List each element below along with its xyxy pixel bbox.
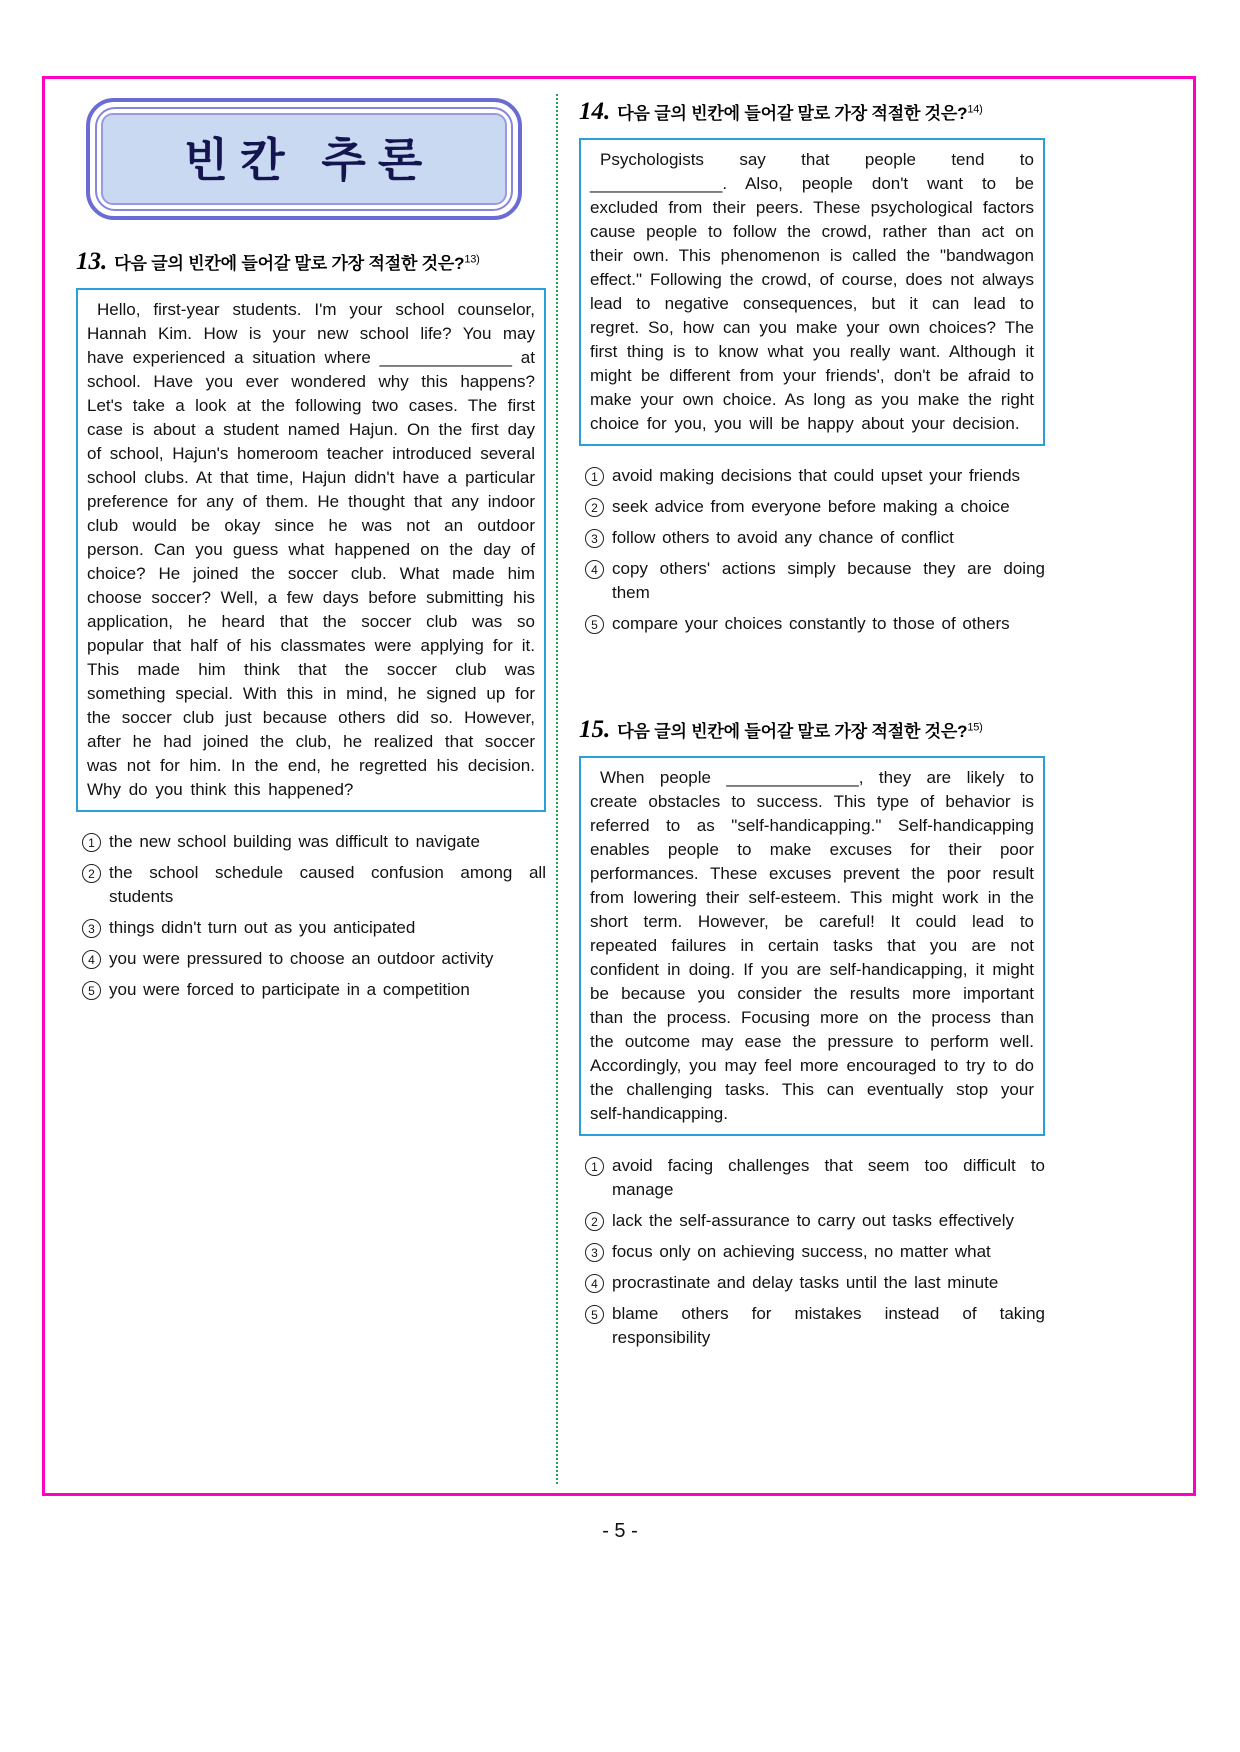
question-15-choices xyxy=(579,1154,1045,1350)
question-15-prompt-text: 다음 글의 빈칸에 들어갈 말로 가장 적절한 것은? xyxy=(617,722,968,741)
choice-number-icon: 5 xyxy=(82,981,101,1000)
choice-text: the new school building was difficult to navigate xyxy=(109,832,480,851)
question-13 xyxy=(76,248,546,1002)
choice-number-icon: 3 xyxy=(82,919,101,938)
choice-option xyxy=(585,612,1045,636)
question-13-prompt-text: 다음 글의 빈칸에 들어갈 말로 가장 적절한 것은? xyxy=(114,254,465,273)
choice-text: you were forced to participate in a competition xyxy=(109,980,470,999)
question-14 xyxy=(579,98,1045,636)
section-title: 빈칸 추론 xyxy=(101,113,507,205)
choice-number-icon: 4 xyxy=(585,560,604,579)
question-15-header xyxy=(579,716,1045,744)
question-14-prompt xyxy=(617,99,982,124)
choice-text: compare your choices constantly to those of others xyxy=(612,614,1010,633)
choice-number-icon: 2 xyxy=(585,498,604,517)
choice-number-icon: 2 xyxy=(82,864,101,883)
choice-text: avoid facing challenges that seem too difficult to manage xyxy=(612,1156,1045,1199)
question-14-passage: Psychologists say that people tend to ______________. Also, people don't want to be excluded from their peers. These psychological factors cause people to follow the crowd, rather than act on their own. This phenomenon is called the "bandwagon effect." Following the crowd, of course, does not always lead to negative consequences, but it can lead to regret. So, how can you make your own choices? The first thing is to know what you really want. Although it might be different from your friends', don't be afraid to make your own choice. As long as you make the right choice for you, you will be happy about your decision. xyxy=(579,138,1045,446)
choice-text: the school schedule caused confusion among all students xyxy=(109,863,546,906)
question-14-number: 14. xyxy=(579,98,611,125)
question-13-passage: Hello, first-year students. I'm your school counselor, Hannah Kim. How is your new school life? You may have experienced a situation where ______________ at school. Have you ever wondered why this happens? Let's take a look at the following two cases. The first case is about a student named Hajun. On the first day of school, Hajun's homeroom teacher introduced several school clubs. At that time, Hajun didn't have a particular preference for any of them. He thought that any indoor club would be okay since he was not an outdoor person. Can you guess what happened on the day of choice? He joined the soccer club. What made him choose soccer? Well, a few days before submitting his application, he heard that the soccer club was so popular that half of his classmates were applying for it. This made him think that the soccer club was something special. With this in mind, he signed up for the soccer club just because others did so. However, after he had joined the club, he realized that soccer was not for him. In the end, he regretted his decision. Why do you think this happened? xyxy=(76,288,546,812)
choice-text: blame others for mistakes instead of taking responsibility xyxy=(612,1304,1045,1347)
choice-number-icon: 4 xyxy=(585,1274,604,1293)
choice-option xyxy=(585,495,1045,519)
choice-text: follow others to avoid any chance of conflict xyxy=(612,528,954,547)
choice-number-icon: 1 xyxy=(585,467,604,486)
question-14-header xyxy=(579,98,1045,126)
choice-text: you were pressured to choose an outdoor activity xyxy=(109,949,494,968)
choice-option xyxy=(585,464,1045,488)
choice-number-icon: 1 xyxy=(82,833,101,852)
choice-option xyxy=(585,1240,1045,1264)
choice-option xyxy=(585,1271,1045,1295)
choice-text: lack the self-assurance to carry out tasks effectively xyxy=(612,1211,1015,1230)
choice-number-icon: 3 xyxy=(585,529,604,548)
section-title-box xyxy=(86,98,522,220)
question-15-prompt xyxy=(617,717,982,742)
choice-text: focus only on achieving success, no matter what xyxy=(612,1242,991,1261)
left-column xyxy=(76,98,546,1009)
choice-text: seek advice from everyone before making a choice xyxy=(612,497,1010,516)
choice-option xyxy=(585,1209,1045,1233)
page-number: - 5 - xyxy=(602,1520,638,1542)
question-15-number: 15. xyxy=(579,716,611,743)
question-14-footnote-ref: 14) xyxy=(967,103,983,116)
section-title-box-inner-border xyxy=(95,107,513,211)
choice-option xyxy=(585,1154,1045,1202)
choice-option xyxy=(585,1302,1045,1350)
question-13-number: 13. xyxy=(76,248,108,275)
choice-text: things didn't turn out as you anticipated xyxy=(109,918,416,937)
choice-option xyxy=(585,557,1045,605)
question-13-choices xyxy=(76,830,546,1002)
question-15-footnote-ref: 15) xyxy=(967,721,983,734)
choice-number-icon: 4 xyxy=(82,950,101,969)
question-15-passage: When people ______________, they are likely to create obstacles to success. This type of behavior is referred to as "self-handicapping." Self-handicapping enables people to make excuses for their poor performances. These excuses prevent the poor result from lowering their self-esteem. This might work in the short term. However, be careful! It could lead to repeated failures in certain tasks that you are not confident in doing. If you are self-handicapping, it might be because you consider the results more important than the process. Focusing more on the process than the outcome may ease the pressure to perform well. Accordingly, you may feel more encouraged to try to do the challenging tasks. This can eventually stop your self-handicapping. xyxy=(579,756,1045,1136)
question-13-footnote-ref: 13) xyxy=(464,253,480,266)
question-15 xyxy=(579,716,1045,1350)
choice-number-icon: 1 xyxy=(585,1157,604,1176)
choice-text: avoid making decisions that could upset your friends xyxy=(612,466,1021,485)
column-separator xyxy=(556,94,558,1484)
choice-number-icon: 5 xyxy=(585,1305,604,1324)
question-13-header xyxy=(76,248,546,276)
choice-number-icon: 5 xyxy=(585,615,604,634)
question-14-choices xyxy=(579,464,1045,636)
choice-number-icon: 3 xyxy=(585,1243,604,1262)
choice-option xyxy=(82,861,546,909)
choice-option xyxy=(82,830,546,854)
choice-text: copy others' actions simply because they are doing them xyxy=(612,559,1045,602)
question-14-prompt-text: 다음 글의 빈칸에 들어갈 말로 가장 적절한 것은? xyxy=(617,104,968,123)
choice-option xyxy=(82,978,546,1002)
choice-text: procrastinate and delay tasks until the last minute xyxy=(612,1273,999,1292)
choice-option xyxy=(82,916,546,940)
question-13-prompt xyxy=(114,249,479,274)
choice-option xyxy=(585,526,1045,550)
right-column xyxy=(579,98,1045,1357)
choice-option xyxy=(82,947,546,971)
choice-number-icon: 2 xyxy=(585,1212,604,1231)
